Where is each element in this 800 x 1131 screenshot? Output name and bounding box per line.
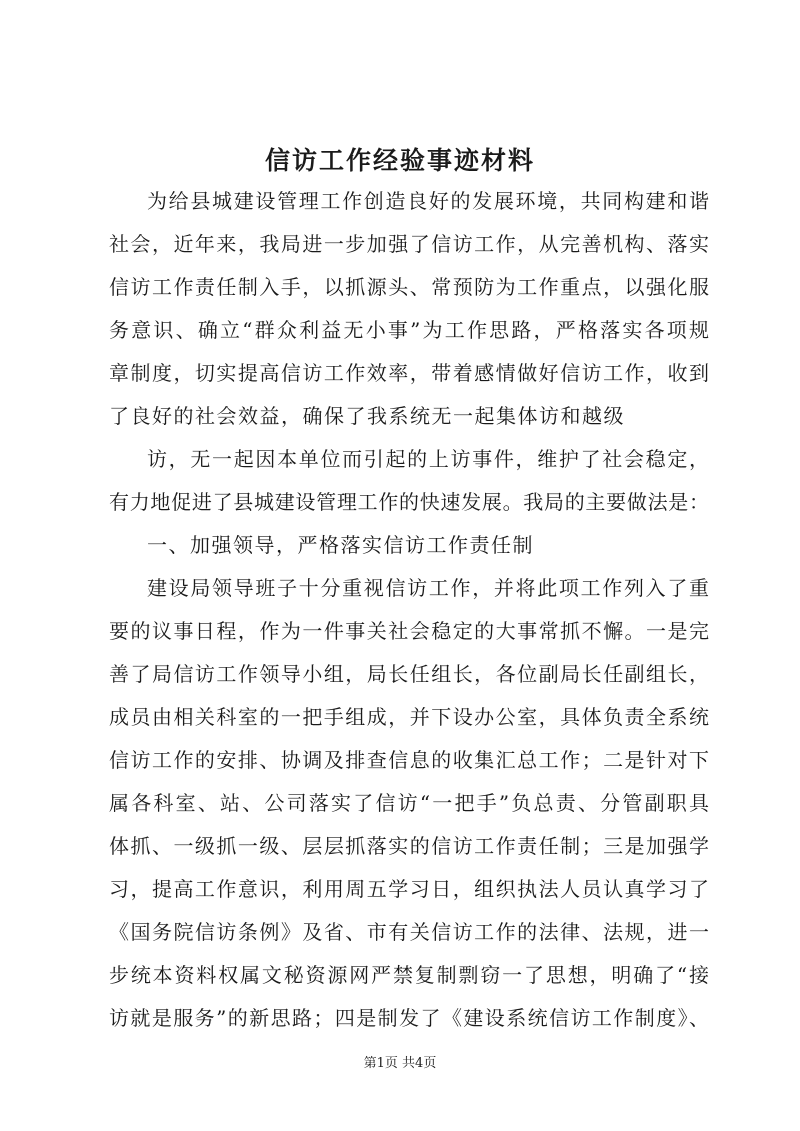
text-line: 务意识、确立“群众利益无小事”为工作思路，严格落实各项规 (109, 318, 709, 342)
page-title: 信访工作经验事迹材料 (264, 146, 535, 175)
text-line: 成员由相关科室的一把手组成，并下设办公室，具体负责全系统 (109, 705, 709, 729)
text-line: 有力地促进了县城建设管理工作的快速发展。我局的主要做法是： (109, 490, 709, 514)
text-line: 《国务院信访条例》及省、市有关信访工作的法律、法规，进一 (109, 920, 709, 944)
text-line: 信访工作的安排、协调及排查信息的收集汇总工作；二是针对下 (109, 748, 709, 772)
section-heading: 一、加强领导，严格落实信访工作责任制 (147, 533, 534, 557)
text-line: 属各科室、站、公司落实了信访“一把手”负总责、分管副职具 (109, 791, 709, 815)
text-line: 要的议事日程，作为一件事关社会稳定的大事常抓不懈。一是完 (109, 619, 709, 643)
text-line: 步统本资料权属文秘资源网严禁复制剽窃一了思想，明确了“接 (109, 963, 709, 987)
text-line: 习，提高工作意识，利用周五学习日，组织执法人员认真学习了 (109, 877, 709, 901)
text-line: 建设局领导班子十分重视信访工作，并将此项工作列入了重 (147, 576, 709, 600)
text-line: 体抓、一级抓一级、层层抓落实的信访工作责任制；三是加强学 (109, 834, 709, 858)
text-line: 善了局信访工作领导小组，局长任组长，各位副局长任副组长， (109, 662, 709, 686)
text-line: 社会，近年来，我局进一步加强了信访工作，从完善机构、落实 (109, 232, 709, 256)
text-line: 访，无一起因本单位而引起的上访事件，维护了社会稳定， (147, 447, 709, 471)
text-line: 为给县城建设管理工作创造良好的发展环境，共同构建和谐 (147, 189, 709, 213)
text-line: 访就是服务”的新思路；四是制发了《建设系统信访工作制度》、 (109, 1006, 709, 1030)
text-line: 了良好的社会效益，确保了我系统无一起集体访和越级 (109, 404, 625, 428)
text-line: 章制度，切实提高信访工作效率，带着感情做好信访工作，收到 (109, 361, 709, 385)
text-line: 信访工作责任制入手，以抓源头、常预防为工作重点，以强化服 (109, 275, 709, 299)
page-footer: 第1页 共4页 (363, 1056, 437, 1071)
